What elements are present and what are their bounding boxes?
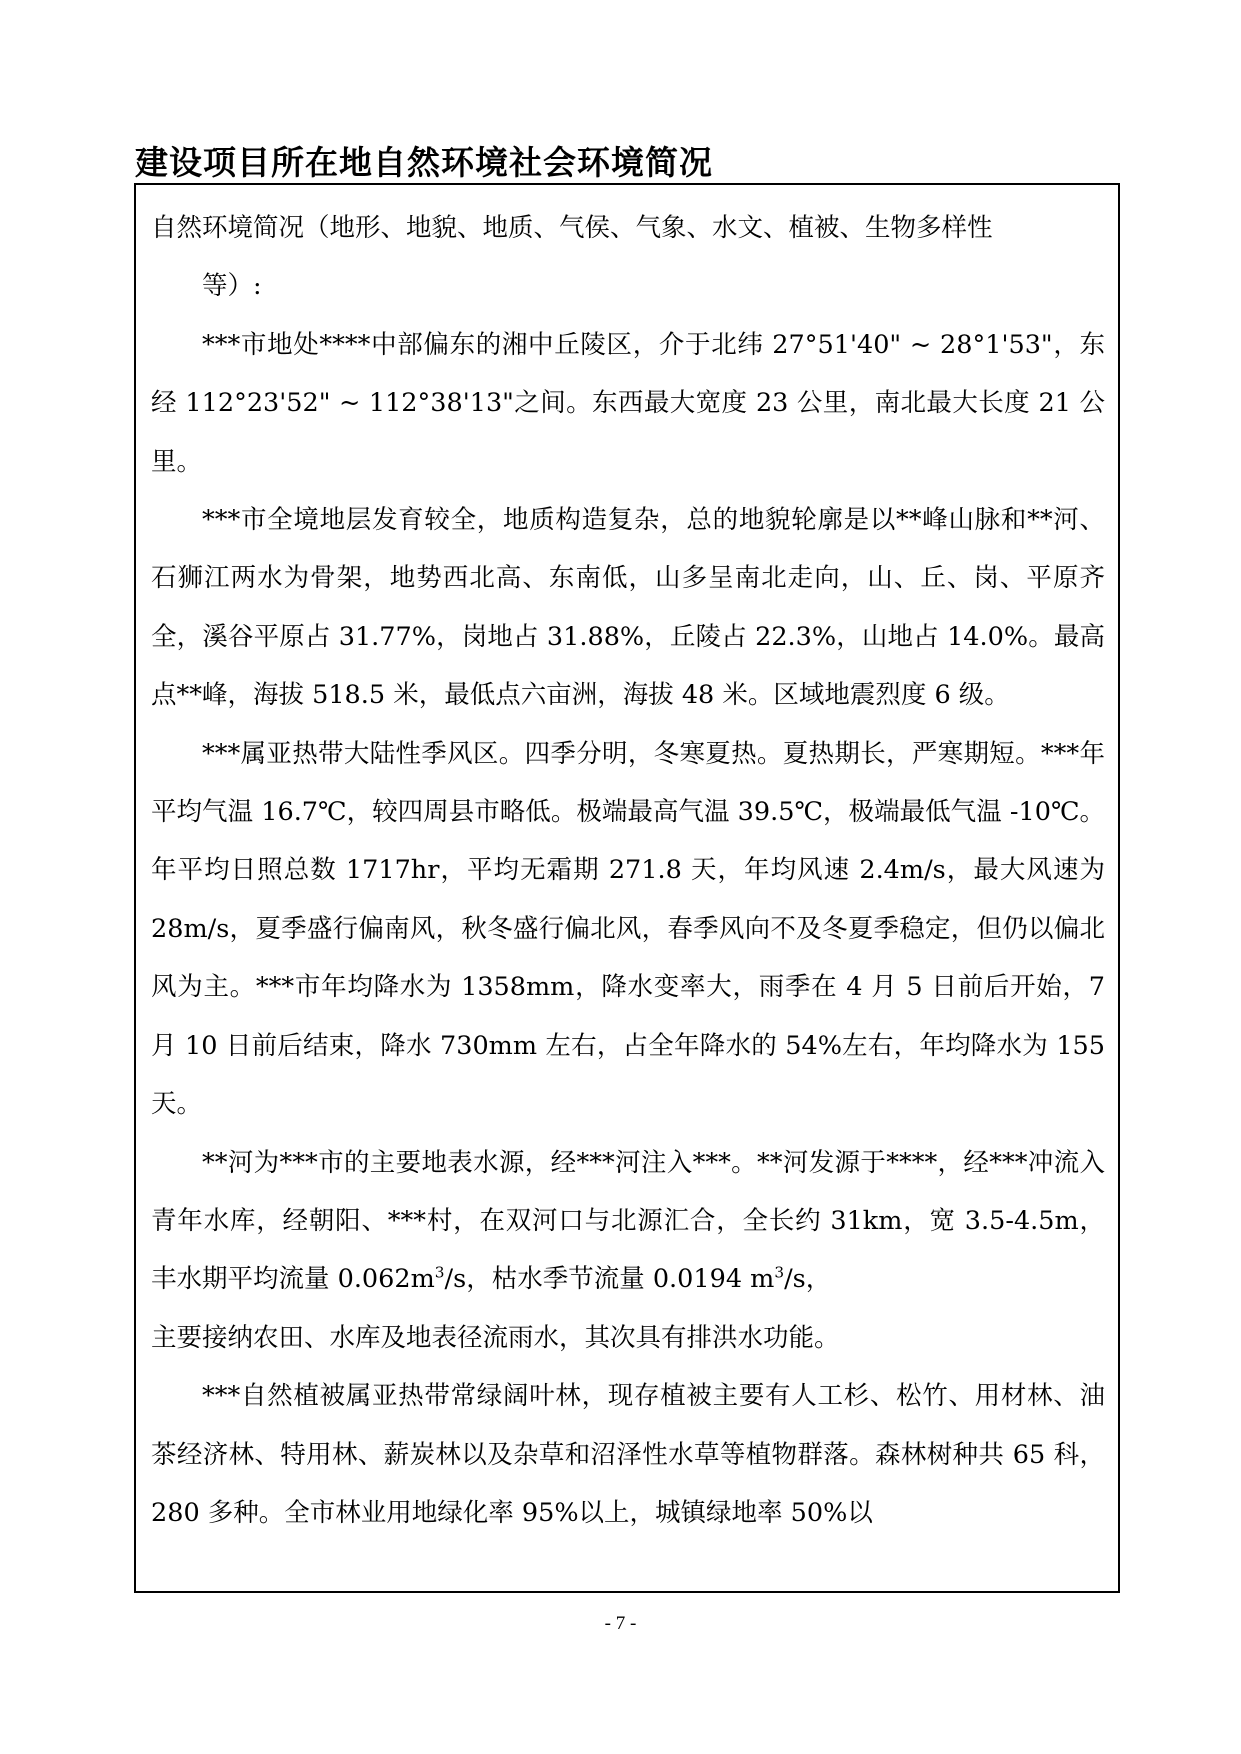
page-title: 建设项目所在地自然环境社会环境简况 (135, 143, 713, 182)
paragraph-vegetation: ***自然植被属亚热带常绿阔叶林，现存植被主要有人工杉、松竹、用材林、油茶经济林、特用林、薪炭林以及杂草和沼泽性水草等植物群落。森林树种共 65 科，280 多种。全市林业用地绿化率 95%以上，城镇绿地率 50%以 (151, 1381, 1105, 1528)
superscript-cubic-1: 3 (434, 1263, 445, 1282)
paragraph-hydrology (151, 1134, 1105, 1309)
hydrology-text-2: /s，枯水季节流量 0.0194 m (444, 1264, 775, 1295)
body-text (151, 199, 1105, 1542)
superscript-cubic-2: 3 (774, 1263, 785, 1282)
hydrology-text-1: **河为***市的主要地表水源，经***河注入***。**河发源于****，经***冲流入青年水库，经朝阳、***村，在双河口与北源汇合，全长约 31km，宽 3.5-4.5m，丰水期平均流量 0.062m (151, 1147, 1105, 1295)
paragraph-drainage: 主要接纳农田、水库及地表径流雨水，其次具有排洪水功能。 (151, 1322, 840, 1353)
paragraph-location: ***市地处****中部偏东的湘中丘陵区，介于北纬 27°51'40" ~ 28°1'53"，东经 112°23'52" ~ 112°38'13"之间。东西最大宽度 23 公里，南北最大长度 21 公里。 (151, 329, 1105, 477)
section-heading: 自然环境简况（地形、地貌、地质、气侯、气象、水文、植被、生物多样性 (151, 213, 993, 243)
hydrology-text-3: /s， (784, 1264, 832, 1295)
content-frame (134, 183, 1120, 1593)
paragraph-climate: ***属亚热带大陆性季风区。四季分明，冬寒夏热。夏热期长，严寒期短。***年平均气温 16.7℃，较四周县市略低。极端最高气温 39.5℃，极端最低气温 -10℃。年平均日照总数 1717hr，平均无霜期 271.8 天，年均风速 2.4m/s，最大风速为 28m/s，夏季盛行偏南风，秋冬盛行偏北风，春季风向不及冬夏季稳定，但仍以偏北风为主。***市年均降水为 1358mm，降水变率大，雨季在 4 月 5 日前后开始，7 月 10 日前后结束，降水 730mm 左右，占全年降水的 54%左右，年均降水为 155 天。 (151, 738, 1105, 1120)
page-number: - 7 - (604, 1613, 637, 1634)
paragraph-geology: ***市全境地层发育较全，地质构造复杂，总的地貌轮廓是以**峰山脉和**河、石狮江两水为骨架，地势西北高、东南低，山多呈南北走向，山、丘、岗、平原齐全，溪谷平原占 31.77%，岗地占 31.88%，丘陵占 22.3%，山地占 14.0%。最高点**峰，海拔 518.5 米，最低点六亩洲，海拔 48 米。区域地震烈度 6 级。 (151, 505, 1105, 711)
section-heading-continued: 等）: (202, 271, 262, 302)
